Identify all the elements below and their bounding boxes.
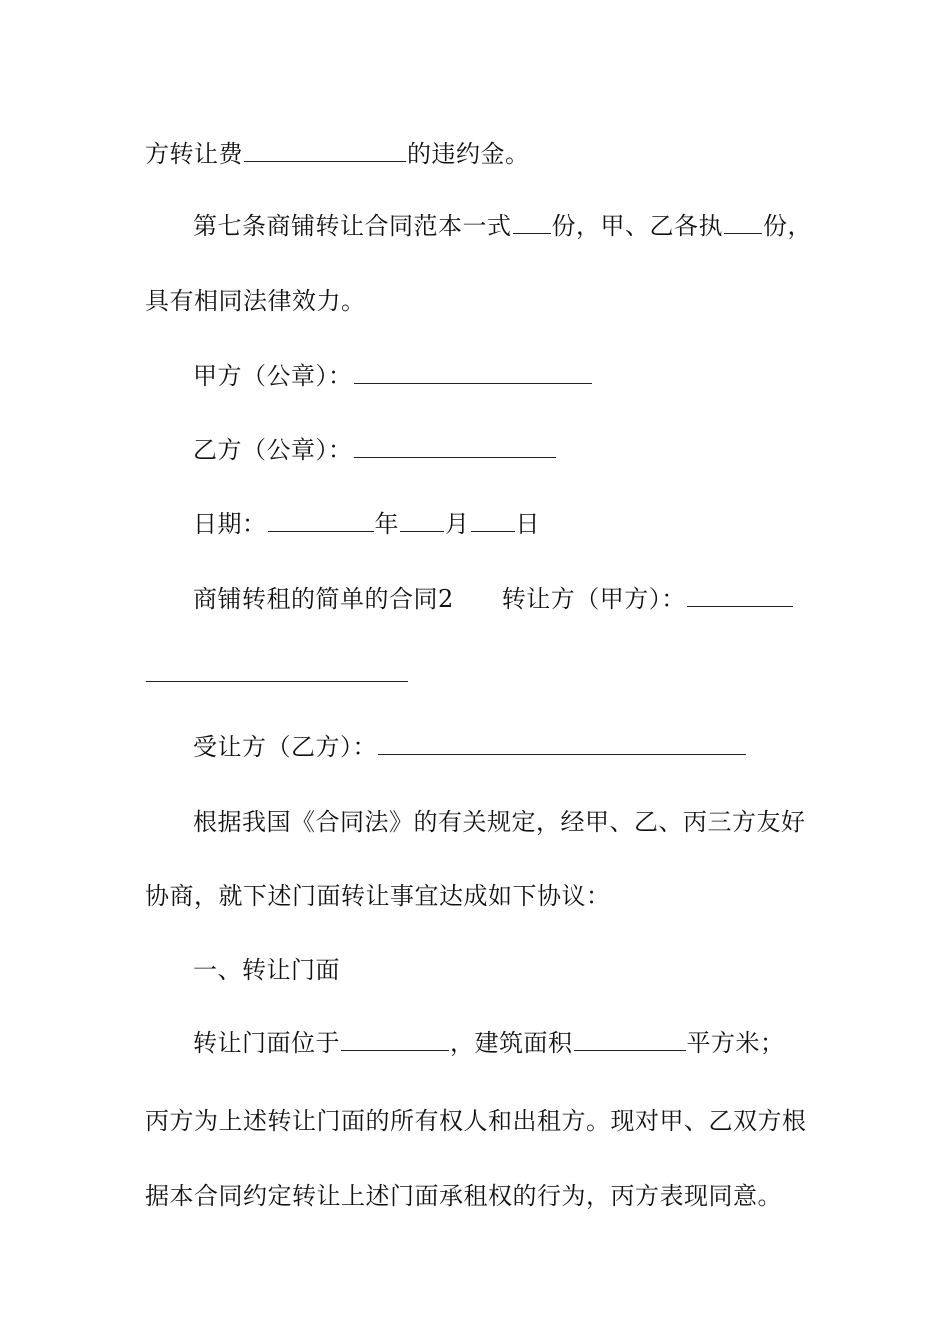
text: 转让门面位于: [193, 1029, 340, 1057]
text: 乙方（公章）：: [193, 436, 353, 464]
area-blank: [574, 1028, 686, 1051]
year-blank: [268, 509, 374, 532]
paragraph-line-2: [193, 210, 812, 242]
text: 转让方（甲方）：: [501, 585, 686, 613]
month-blank: [400, 509, 444, 532]
paragraph-line-15: 据本合同约定转让上述门面承租权的行为，丙方表现同意。: [145, 1182, 782, 1210]
copies-each-blank: [724, 211, 762, 234]
section-title: 商铺转租的简单的合同2: [193, 585, 454, 613]
text: 日: [515, 510, 540, 538]
party-b-seal-blank: [354, 435, 556, 458]
text: 第七条商铺转让合同范本一式: [193, 212, 512, 240]
paragraph-line-11: 协商，就下述门面转让事宜达成如下协议：: [145, 882, 611, 910]
paragraph-line-10: 根据我国《合同法》的有关规定，经甲、乙、丙三方友好: [193, 808, 806, 836]
text: 方转让费: [145, 140, 243, 168]
transferee-blank: [378, 732, 746, 755]
party-b-seal-line: [193, 434, 557, 466]
paragraph-line-14: 丙方为上述转让门面的所有权人和出租方。现对甲、乙双方根: [145, 1107, 807, 1135]
text: 平方米；: [686, 1029, 785, 1057]
copies-total-blank: [513, 211, 551, 234]
transferor-blank: [687, 584, 793, 607]
party-a-seal-blank: [354, 361, 592, 384]
text: 受让方（乙方）：: [193, 733, 377, 761]
day-blank: [471, 509, 515, 532]
paragraph-line-1: [145, 138, 530, 170]
contract-2-heading-line: [193, 583, 794, 615]
date-line: [193, 508, 540, 540]
text: 份，甲、乙各执: [551, 212, 723, 240]
transferee-line: [193, 731, 747, 763]
transferor-continuation-line: [145, 658, 409, 690]
location-blank: [341, 1028, 449, 1051]
text: 日期：: [193, 510, 267, 538]
text: 的违约金。: [407, 140, 530, 168]
text: 月: [445, 510, 470, 538]
transfer-fee-blank: [244, 139, 406, 162]
transferor-blank-continued: [146, 659, 408, 682]
paragraph-line-3: 具有相同法律效力。: [145, 287, 366, 315]
text: 份，: [763, 212, 812, 240]
party-a-seal-line: [193, 360, 593, 392]
paragraph-line-13: [193, 1027, 785, 1059]
text: ，建筑面积: [450, 1029, 573, 1057]
text: 甲方（公章）：: [193, 362, 353, 390]
text: 年: [374, 510, 399, 538]
section-heading-transfer-storefront: 一、转让门面: [193, 956, 340, 984]
